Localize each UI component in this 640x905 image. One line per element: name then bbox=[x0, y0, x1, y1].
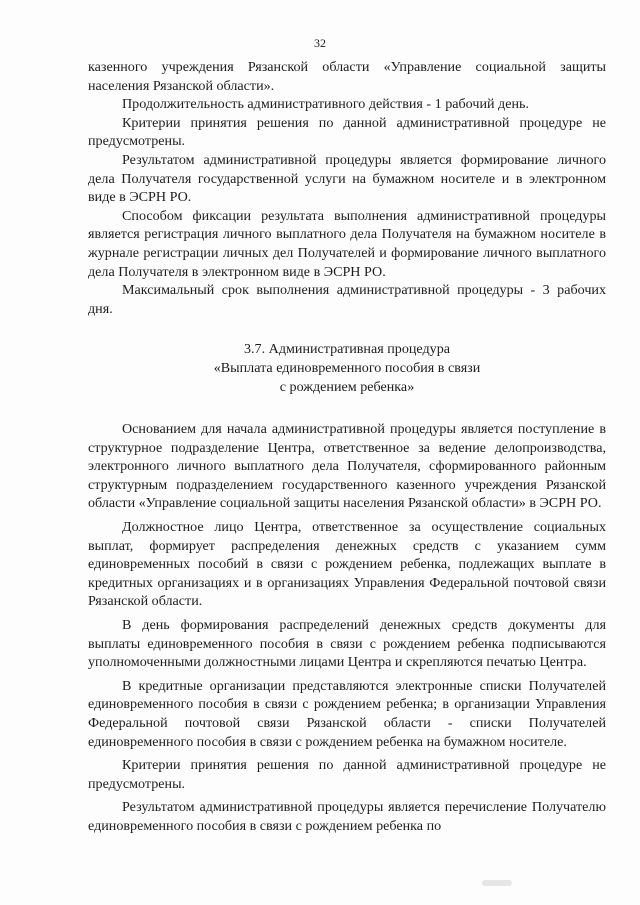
paragraph: Основанием для начала административной процедуры является поступление в структурное подразделение Центра, ответственное за ведение делопроизводства, электронного личного выплатного дела Получателя, сформированного районным структурным подразделением государственного казенного учреждения Рязанской области «Управление социальной защиты населения Рязанской области» в ЭСРН РО. bbox=[88, 421, 606, 512]
paragraph: В день формирования распределений денежных средств документы для выплаты единовременного пособия в связи с рождением ребенка подписываются уполномоченными должностными лицами Центра и скрепляются печатью Центра. bbox=[88, 617, 606, 671]
paragraph: Должностное лицо Центра, ответственное за осуществление социальных выплат, формирует распределения денежных средств с указанием сумм единовременных пособий в связи с рождением ребенка, подлежащих выплате в кредитных организациях и в организациях Управления Федеральной почтовой связи Рязанской области. bbox=[88, 519, 606, 610]
paragraph: Критерии принятия решения по данной административной процедуре не предусмотрены. bbox=[88, 114, 606, 150]
paragraph: Критерии принятия решения по данной административной процедуре не предусмотрены. bbox=[88, 757, 606, 792]
paragraph: В кредитные организации представляются электронные списки Получателей единовременного пособия в связи с рождением ребенка; в организации Управления Федеральной почтовой связи Рязанской области - списки Получателей единовременного пособия в связи с рождением ребенка на бумажном носителе. bbox=[88, 677, 606, 750]
paragraph: Максимальный срок выполнения административной процедуры - 3 рабочих дня. bbox=[88, 282, 606, 317]
paragraph: Способом фиксации результата выполнения административной процедуры является регистрация личного выплатного дела Получателя на бумажном носителе в журнале регистрации личных дел Получателей и формирование личного выплатного дела Получателя в электронном виде в ЭСРН РО. bbox=[88, 207, 606, 280]
section-heading bbox=[88, 340, 606, 396]
paragraph: Продолжительность административного действия - 1 рабочий день. bbox=[122, 96, 529, 113]
page-number: 32 bbox=[314, 36, 326, 50]
section-number-title: 3.7. Административная процедура bbox=[243, 341, 450, 358]
scan-mark bbox=[482, 880, 512, 886]
page-body bbox=[88, 58, 606, 836]
paragraph: Результатом административной процедуры является перечисление Получателю единовременного пособия в связи с рождением ребенка по bbox=[88, 799, 606, 834]
section-title-line: с рождением ребенка» bbox=[279, 378, 415, 395]
paragraph: Результатом административной процедуры является формирование личного дела Получателя государственной услуги на бумажном носителе и в электронном виде в ЭСРН РО. bbox=[88, 151, 606, 206]
section-title-line: «Выплата единовременного пособия в связи bbox=[213, 359, 481, 376]
paragraph: казенного учреждения Рязанской области «Управление социальной защиты населения Рязанской области». bbox=[88, 59, 606, 94]
